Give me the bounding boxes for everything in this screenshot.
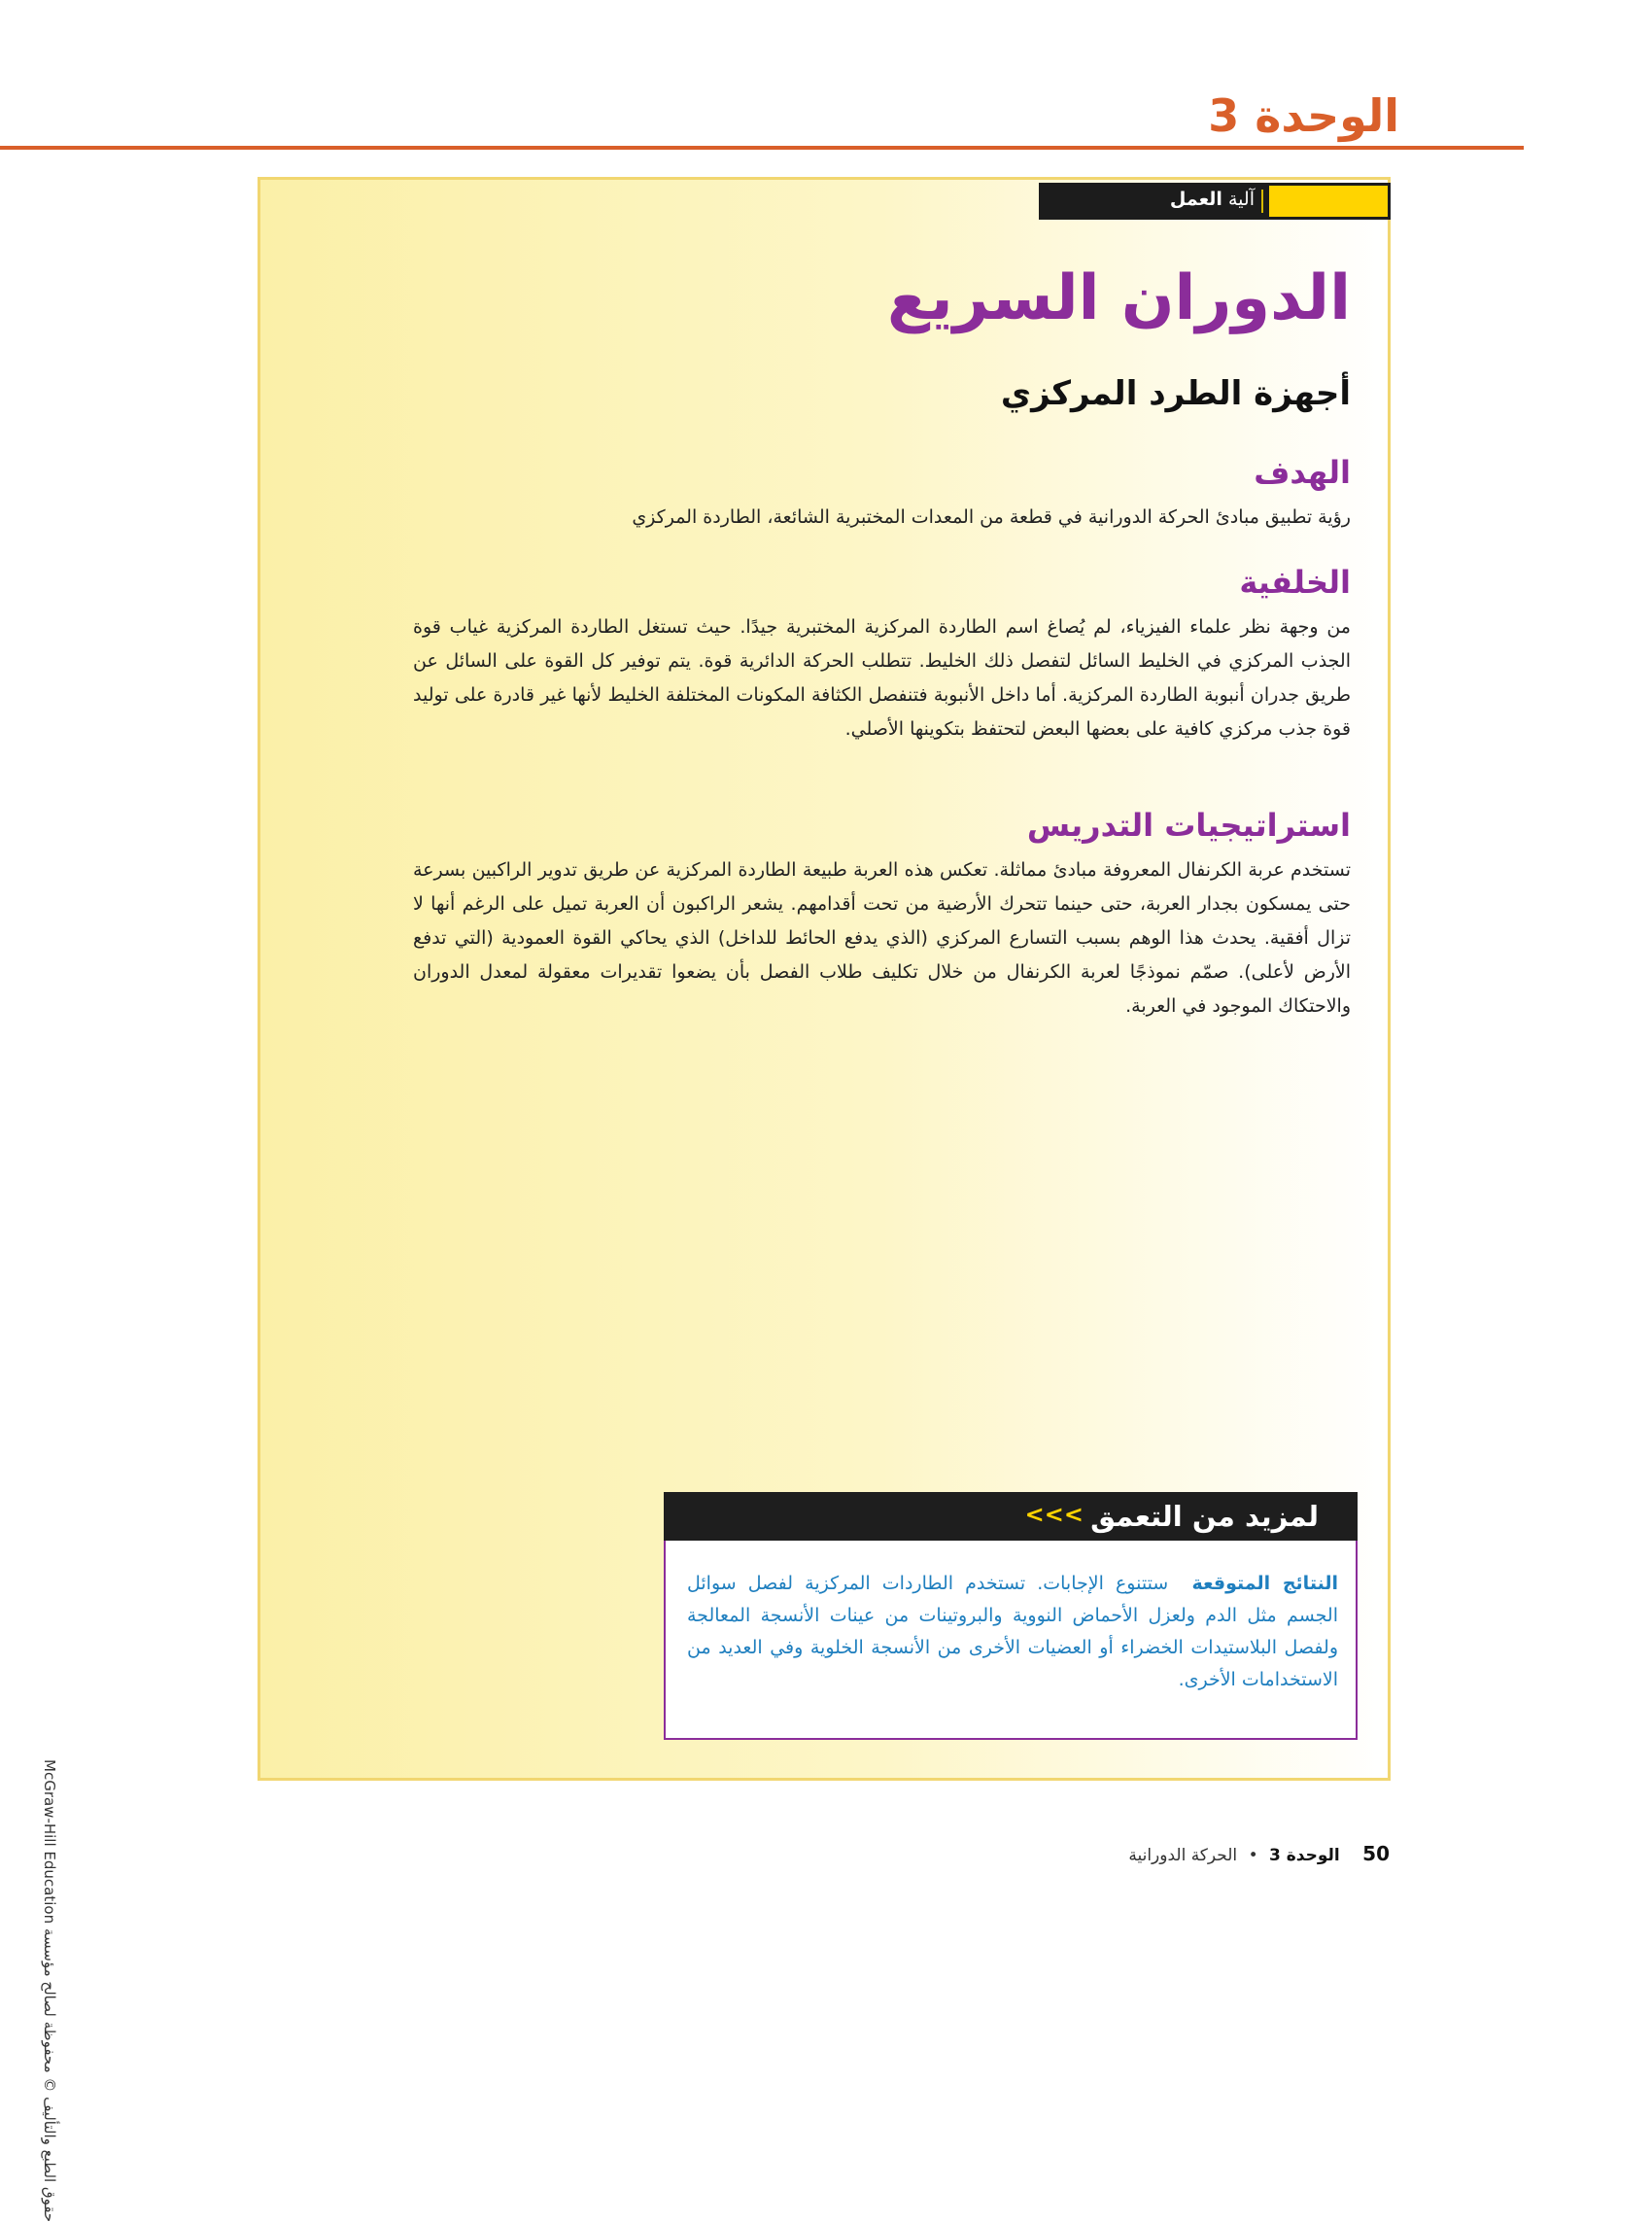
page-title: الدوران السريع bbox=[886, 262, 1351, 334]
section-body-background: من وجهة نظر علماء الفيزياء، لم يُصاغ اسم الطاردة المركزية المختبرية جيدًا. حيث تستغل الطاردة المركزية غياب قوة الجذب المركزي في الخليط السائل لتفصل ذلك الخليط. تتطلب الحركة الدائرية قوة. يتم توفير كل القوة على السائل عن طريق جدران أنبوبة الطاردة المركزية. أما داخل الأنبوبة فتنفصل الكثافة المكونات المختلفة الخليط لأنها غير قادرة على توليد قوة جذب مركزي كافية على بعضها البعض لتحتفظ بتكوينها الأصلي. bbox=[413, 616, 1351, 740]
tag-yellow-block bbox=[1269, 186, 1388, 217]
deeper-title: لمزيد من التعمق bbox=[1090, 1500, 1319, 1533]
page-subtitle: أجهزة الطرد المركزي bbox=[1000, 374, 1351, 413]
tag-prefix: آلية bbox=[1228, 189, 1255, 210]
header-rule bbox=[0, 146, 1524, 150]
section-heading-goal: الهدف bbox=[1254, 454, 1351, 491]
page-footer bbox=[1128, 1842, 1390, 1865]
footer-separator: • bbox=[1248, 1846, 1258, 1865]
tag-separator bbox=[1261, 190, 1263, 213]
section-body-goal: رؤية تطبيق مبادئ الحركة الدورانية في قطعة من المعدات المختبرية الشائعة، الطاردة المركزي bbox=[632, 506, 1351, 528]
copyright-english: McGraw-Hill Education bbox=[41, 1759, 58, 1925]
deeper-arrows-icon: <<< bbox=[1024, 1501, 1084, 1528]
deeper-header bbox=[664, 1492, 1358, 1541]
section-heading-teaching: استراتيجيات التدريس bbox=[1026, 807, 1351, 844]
feature-tag bbox=[1039, 183, 1391, 220]
expected-results-label: النتائج المتوقعة bbox=[1191, 1573, 1338, 1594]
tag-label: العمل bbox=[1169, 189, 1222, 210]
deeper-text bbox=[687, 1568, 1338, 1696]
expected-results-text: ستتنوع الإجابات. تستخدم الطاردات المركزية لفصل سوائل الجسم مثل الدم ولعزل الأحماض النووية والبروتينات من عينات الأنسجة المعالجة ولفصل البلاستيدات الخضراء أو العضيات الأخرى من الأنسجة الخلوية وفي العديد من الاستخدامات الأخرى. bbox=[687, 1573, 1338, 1690]
copyright-arabic: حقوق الطبع والتأليف © محفوظة لصالح مؤسسة bbox=[41, 1927, 58, 2222]
section-heading-background: الخلفية bbox=[1239, 564, 1351, 601]
footer-unit: الوحدة 3 bbox=[1269, 1846, 1340, 1865]
tag-text bbox=[1170, 189, 1255, 210]
copyright-credit bbox=[41, 1759, 58, 2222]
deeper-box bbox=[664, 1541, 1358, 1740]
unit-header: الوحدة 3 bbox=[1208, 89, 1399, 142]
section-body-teaching: تستخدم عربة الكرنفال المعروفة مبادئ مماثلة. تعكس هذه العربة طبيعة الطاردة المركزية عن طريق تدوير الراكبين بسرعة حتى يمسكون بجدار العربة، حتى حينما تتحرك الأرضية من تحت أقدامهم. يشعر الراكبون أن العربة تميل على الرغم أنها لا تزال أفقية. يحدث هذا الوهم بسبب التسارع المركزي (الذي يدفع الحائط للداخل) الذي يحاكي القوة العمودية (التي تدفع الأرض لأعلى). صمّم نموذجًا لعربة الكرنفال من خلال تكليف طلاب الفصل بأن يضعوا تقديرات معقولة لمعدل الدوران والاحتكاك الموجود في العربة. bbox=[413, 859, 1351, 1017]
page-number: 50 bbox=[1362, 1842, 1390, 1865]
footer-chapter: الحركة الدورانية bbox=[1128, 1846, 1238, 1865]
